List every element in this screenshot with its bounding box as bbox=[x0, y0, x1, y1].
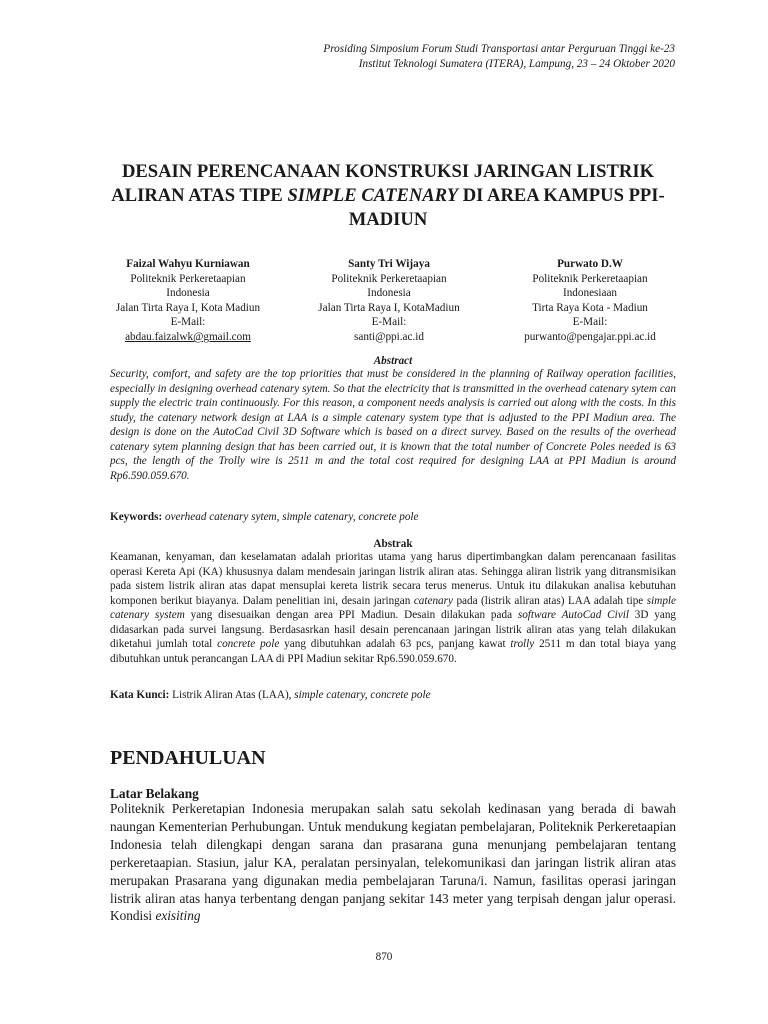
author-block bbox=[88, 257, 691, 343]
abstrak-text bbox=[110, 550, 676, 666]
abstrak-text-part: Keamanan, kenyaman, dan keselamatan adalah prioritas utama yang harus dipertimbangkan dalam perencanaan fasilitas operasi Kereta Api (KA) khususnya dalam mendesain jaringan listrik aliran atas. Sehingga aliran listrik yang ditransmisikan pada sistem listrik aliran atas dapat mensuplai kereta listrik secara terus menerus. Untuk itu dilakukan analisa kebutuhan komponen berikut biayanya. Dalam penelitian ini, desain jaringan bbox=[110, 551, 676, 607]
paper-title bbox=[100, 160, 676, 232]
kata-kunci-label: Kata Kunci: bbox=[110, 689, 170, 701]
author-3 bbox=[490, 257, 690, 345]
abstrak-italic-term: concrete pole bbox=[217, 638, 280, 650]
abstrak-text-part: yang dibutuhkan adalah 63 pcs, panjang kawat bbox=[279, 638, 511, 650]
title-part-1: DESAIN PERENCANAAN KONSTRUKSI JARINGAN LISTRIK ALIRAN ATAS TIPE bbox=[111, 161, 655, 206]
kata-kunci-italic: simple catenary, concrete pole bbox=[294, 689, 431, 701]
author-institution-line-2: Indonesiaan bbox=[562, 287, 618, 300]
author-name: Faizal Wahyu Kurniawan bbox=[126, 258, 250, 270]
title-italic: SIMPLE CATENARY bbox=[287, 185, 459, 206]
page-number: 870 bbox=[375, 951, 393, 963]
author-institution: Politeknik Perkeretaapian bbox=[331, 272, 447, 285]
keywords bbox=[110, 510, 676, 524]
author-institution: Politeknik Perkeretaapian bbox=[532, 272, 648, 285]
author-name: Purwato D.W bbox=[557, 258, 623, 270]
subsection-heading: Latar Belakang bbox=[110, 786, 199, 801]
body-paragraph bbox=[110, 800, 676, 925]
title-part-2: DI AREA KAMPUS PPI-MADIUN bbox=[348, 185, 665, 230]
author-address: Tirta Raya Kota - Madiun bbox=[532, 301, 648, 314]
author-email-label: E-Mail: bbox=[572, 316, 608, 329]
author-email-link[interactable]: abdau.faizalwk@gmail.com bbox=[125, 330, 251, 343]
author-address: Jalan Tirta Raya I, Kota Madiun bbox=[115, 301, 261, 314]
header-line-1: Prosiding Simposium Forum Studi Transportasi antar Perguruan Tinggi ke-23 bbox=[323, 43, 675, 55]
body-italic-term: exisiting bbox=[155, 908, 201, 924]
author-address: Jalan Tirta Raya I, KotaMadiun bbox=[318, 301, 460, 314]
abstrak-text-part: pada (listrik aliran atas) LAA adalah tipe bbox=[452, 594, 647, 607]
abstrak-italic-term: trolly bbox=[510, 638, 535, 650]
author-email: purwanto@pengajar.ppi.ac.id bbox=[524, 330, 656, 343]
author-email: santi@ppi.ac.id bbox=[354, 330, 424, 343]
abstract-text: Security, comfort, and safety are the top priorities that must be considered in the planning of Railway operation facilities, especially in designing overhead catenary sytem. So that the electricity that is transmitted in the overhead catenary sytem can supply the electric train continuously. For this reason, a component needs analysis is carried out along with the costs. In this study, the catenary network design at LAA is a simple catenary system type that is adjusted to the PPI Madiun area. The design is done on the AutoCad Civil 3D Software which is based on a direct survey. Based on the results of the overhead catenary sytem planning design that has been carried out, it is known that the total number of Concrete Poles needed is 63 pcs, the length of the Trolly wire is 2511 m and the total cost required for designing LAA at PPI Madiun is around Rp6.590.059.670. bbox=[110, 368, 676, 482]
section-heading: PENDAHULUAN bbox=[110, 747, 266, 769]
abstrak-italic-term: catenary bbox=[413, 594, 453, 607]
abstrak-italic-term: simple catenary system bbox=[110, 594, 676, 621]
running-header bbox=[75, 42, 675, 72]
kata-kunci bbox=[110, 688, 676, 702]
header-line-2: Institut Teknologi Sumatera (ITERA), Lampung, 23 – 24 Oktober 2020 bbox=[358, 58, 675, 70]
keywords-value: overhead catenary sytem, simple catenary, concrete pole bbox=[162, 511, 419, 523]
body-text: Politeknik Perkeretapian Indonesia merupakan salah satu sekolah kedinasan yang berada di bawah naungan Kementerian Perhubungan. Untuk mendukung kegiatan pembelajaran, Politeknik Perkeretaapian Indonesia telah dilengkapi dengan sarana dan prasarana guna menunjang pembelajaran tentang perkeretaapian. Stasiun, jalur KA, peralatan persinyalan, telekomunikasi dan jaringan listrik aliran atas merupakan Prasarana yang digunakan media pembelajaran Taruna/i. Namun, fasilitas operasi jaringan listrik aliran atas hanya terbentang dengan panjang sekitar 143 meter yang terpisah dengan jalur operasi. Kondisi bbox=[110, 801, 676, 924]
author-name: Santy Tri Wijaya bbox=[348, 258, 430, 270]
author-email-label: E-Mail: bbox=[170, 316, 206, 329]
author-email-label: E-Mail: bbox=[371, 316, 407, 329]
abstrak-heading: Abstrak bbox=[373, 538, 413, 550]
author-1 bbox=[88, 257, 288, 345]
author-institution: Politeknik Perkeretaapian bbox=[130, 272, 246, 285]
author-institution-line-2: Indonesia bbox=[166, 287, 210, 300]
abstrak-italic-term: software AutoCad Civil bbox=[517, 609, 629, 621]
author-2 bbox=[289, 257, 489, 345]
abstrak-text-part: 3D yang didasarkan pada survei langsung. Berdasasrkan hasil desain perencanaan jaringan listrik aliran atas yang telah dilakukan diketahui jumlah total bbox=[110, 609, 677, 650]
kata-kunci-value: Listrik Aliran Atas (LAA), bbox=[169, 689, 295, 701]
abstrak-text-part: 2511 m dan total biaya yang dibutuhkan untuk perancangan LAA di PPI Madiun sekitar Rp6.590.059.670. bbox=[110, 638, 676, 665]
author-institution-line-2: Indonesia bbox=[367, 287, 411, 300]
abstrak-text-part: yang disesuaikan dengan area PPI Madiun. Desain dilakukan pada bbox=[184, 609, 518, 621]
keywords-label: Keywords: bbox=[110, 511, 163, 523]
abstract-heading: Abstract bbox=[373, 355, 413, 367]
